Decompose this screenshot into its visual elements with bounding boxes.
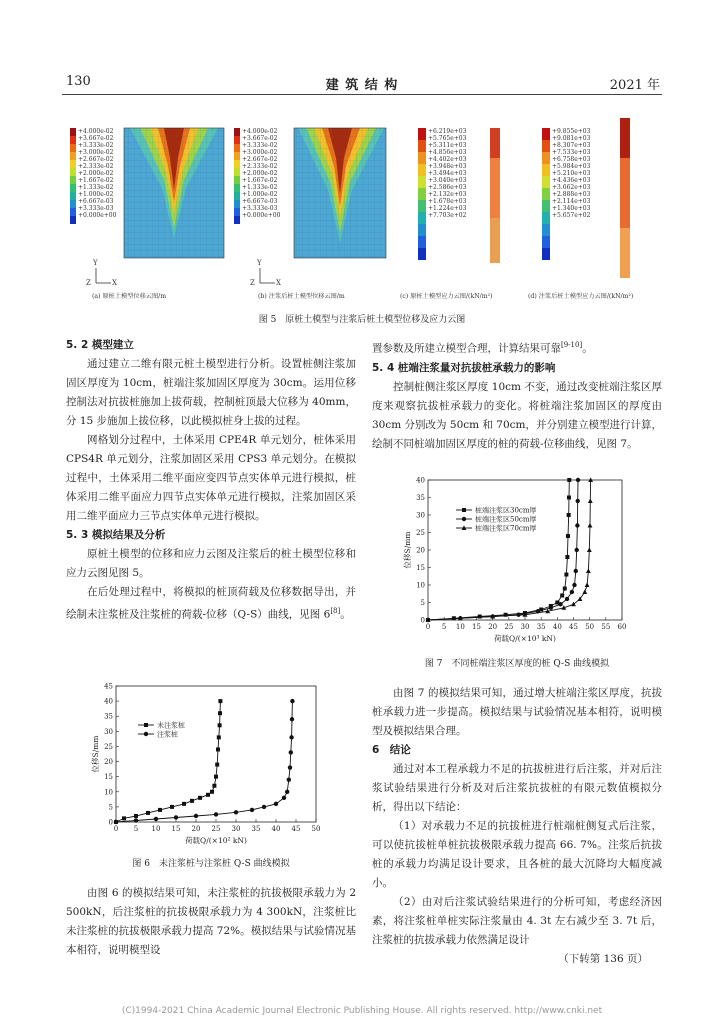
- x-tick-label: 50: [311, 825, 321, 833]
- legend-value: +5.984e+03: [552, 163, 591, 170]
- x-tick-label: 0: [425, 623, 431, 631]
- legend-value: +2.333e-02: [78, 163, 114, 170]
- data-point: [574, 569, 578, 573]
- plot-frame: [116, 686, 316, 822]
- legend-values-c: [428, 128, 466, 219]
- data-point: [575, 523, 579, 527]
- data-point: [134, 814, 138, 818]
- series-line: [116, 701, 292, 822]
- y-tick-label: 0: [420, 616, 425, 625]
- legend-values-a: [78, 128, 116, 219]
- data-point: [194, 814, 198, 818]
- data-point: [122, 816, 126, 820]
- x-tick-label: 55: [601, 623, 611, 631]
- x-tick-label: 35: [251, 825, 261, 833]
- figure6-caption: 图 6 未注浆桩与注浆桩 Q-S 曲线模拟: [132, 859, 290, 869]
- legend-value: +5.765e+03: [428, 135, 467, 142]
- data-point: [558, 602, 562, 606]
- data-point: [274, 802, 278, 806]
- legend-value: +2.333e-02: [242, 163, 278, 170]
- data-point: [289, 750, 293, 754]
- legend-value: +1.667e-02: [242, 177, 278, 184]
- legend-scale-b: [234, 128, 240, 224]
- figure5-panel-a: [68, 118, 226, 288]
- x-tick-label: 25: [504, 623, 514, 631]
- data-point: [144, 732, 148, 736]
- y-tick-label: 15: [104, 773, 113, 782]
- left-column-top: [66, 336, 356, 625]
- legend-value: +4.000e-02: [242, 128, 278, 135]
- y-tick-label: 5: [420, 599, 425, 607]
- figure6-analysis-paragraph: 由图 6 的模拟结果可知，未注浆桩的抗拔极限承载力为 2 500kN，后注浆桩的抗拔极限承载力为 4 300kN，注浆桩比未注浆桩的抗拔极限承载力提高 72%。模拟结果与试验情况基本相符，说明模型设: [66, 887, 356, 956]
- legend-value: +2.000e-02: [242, 170, 278, 177]
- data-point: [288, 765, 292, 769]
- figure7-analysis-paragraph: 由图 7 的模拟结果可知，通过增大桩端注浆区厚度，抗拔桩承载力进一步提高。模拟结果与试验情况基本相符，说明模型及模拟结果合理。: [372, 687, 662, 737]
- data-point: [114, 820, 118, 824]
- legend-value: +6.667e-03: [242, 198, 278, 205]
- data-point: [182, 802, 186, 806]
- copyright-footer: (C)1994-2021 China Academic Journal Electronic Publishing House. All rights reserved. http://www.cnki.net: [121, 1006, 603, 1016]
- section-5-3-title: 5. 3 模拟结果及分析: [66, 529, 166, 541]
- data-point: [285, 790, 289, 794]
- data-point: [216, 747, 220, 751]
- section-6-title: 6 结论: [372, 744, 411, 756]
- data-point: [214, 812, 218, 816]
- data-point: [262, 805, 266, 809]
- data-point: [250, 808, 254, 812]
- data-point: [586, 568, 591, 573]
- data-point: [587, 547, 592, 552]
- section-5-3-paragraph-2-text: 在后处理过程中，将模拟的桩顶荷载及位移数据导出，并绘制未注浆桩及注浆桩的荷载-位移（Q-S）曲线，见图 6: [66, 586, 356, 621]
- legend-value: +6.219e+03: [428, 128, 467, 135]
- legend-value: +3.000e-02: [242, 149, 278, 156]
- legend-label: 未注浆桩: [157, 721, 185, 730]
- x-tick-label: 40: [552, 623, 562, 631]
- legend-values-d: [552, 128, 590, 219]
- legend-value: +5.210e+03: [552, 170, 591, 177]
- x-tick-label: 30: [231, 825, 241, 833]
- journal-year: 2021 年: [609, 78, 660, 93]
- section-5-4-title: 5. 4 桩端注浆量对抗拔桩承载力的影响: [372, 361, 556, 374]
- data-point: [576, 478, 580, 482]
- section-5-2-paragraph-1: 通过建立二维有限元桩土模型进行分析。设置桩侧注浆加固区厚度为 10cm，桩端注浆加固区厚度为 30cm。运用位移控制法对抗拔桩施加上拔荷载，控制桩顶最大位移为 40mm，分 15 步施加上拔位移，以此模拟桩身上拔的过程。: [66, 358, 356, 427]
- data-point: [462, 508, 466, 512]
- right-column-top: [372, 336, 662, 454]
- legend-label: 桩端注浆区50cm厚: [475, 515, 537, 524]
- panel-caption-c: (c) 原桩土模型应力云图/(kN/m²): [400, 293, 493, 300]
- legend-value: +3.662e+03: [552, 184, 591, 191]
- data-point: [588, 523, 593, 528]
- y-tick-label: 35: [104, 712, 113, 721]
- citation: [9-10]: [561, 341, 583, 349]
- legend-value: +1.000e-02: [78, 191, 114, 198]
- legend-value: +0.000e+00: [242, 212, 281, 219]
- x-tick-label: 10: [151, 825, 161, 833]
- data-point: [174, 815, 178, 819]
- series-line: [116, 701, 220, 822]
- data-point: [462, 517, 466, 521]
- x-tick-label: 10: [455, 623, 465, 631]
- data-point: [572, 583, 576, 587]
- data-point: [567, 478, 571, 482]
- data-point: [565, 555, 569, 559]
- y-tick-label: 40: [104, 697, 113, 706]
- legend-value: +3.333e-02: [78, 142, 114, 149]
- data-point: [146, 811, 150, 815]
- legend-value: +2.667e-02: [242, 156, 278, 163]
- stress-scale-d: [528, 118, 662, 288]
- legend-scale-a: [70, 128, 76, 224]
- data-point: [560, 594, 564, 598]
- x-tick-label: 5: [133, 825, 139, 833]
- y-tick-label: 15: [416, 564, 425, 572]
- data-point: [575, 548, 579, 552]
- legend-value: +1.224e+03: [428, 205, 467, 212]
- y-tick-label: 30: [416, 511, 425, 520]
- y-tick-label: 25: [104, 742, 113, 751]
- sentence-end: 。: [582, 342, 593, 355]
- legend-value: +1.333e-02: [242, 184, 278, 191]
- data-point: [565, 597, 569, 601]
- x-tick-label: 45: [569, 623, 578, 631]
- y-tick-label: 45: [104, 682, 113, 691]
- data-point: [566, 534, 570, 538]
- legend-value: +3.948e+03: [428, 163, 467, 170]
- y-tick-label: 30: [104, 727, 113, 736]
- data-point: [576, 499, 580, 503]
- data-point: [570, 590, 574, 594]
- data-point: [198, 796, 202, 800]
- legend-value: +3.333e-02: [242, 142, 278, 149]
- data-point: [290, 717, 294, 721]
- x-tick-label: 15: [171, 825, 181, 833]
- figure6-chart: [86, 680, 336, 848]
- x-tick-label: 40: [271, 825, 281, 833]
- legend-value: +9.855e+03: [552, 128, 591, 135]
- y-tick-label: 20: [416, 546, 425, 555]
- data-point: [217, 735, 221, 739]
- legend-label: 桩端注浆区70cm厚: [475, 524, 537, 533]
- legend-value: +3.667e-02: [242, 135, 278, 142]
- axis-y-label-b: Y: [257, 259, 262, 267]
- x-tick-label: 20: [191, 825, 201, 833]
- figure7-chart: [400, 474, 640, 646]
- x-tick-label: 35: [536, 623, 546, 631]
- continued-note: （下转第 136 页）: [558, 953, 648, 965]
- legend-value: +1.000e-02: [242, 191, 278, 198]
- citation: [8]: [330, 607, 341, 615]
- x-tick-label: 15: [472, 623, 481, 631]
- series-line: [428, 480, 569, 620]
- data-point: [564, 573, 568, 577]
- axis-z-label-a: Z: [86, 279, 91, 287]
- data-point: [567, 513, 571, 517]
- y-axis-label: 位移S/mm: [91, 735, 100, 773]
- y-tick-label: 40: [416, 476, 425, 485]
- data-point: [287, 777, 291, 781]
- legend-value: +4.000e-02: [78, 128, 114, 135]
- x-tick-label: 60: [617, 623, 627, 631]
- data-point: [158, 808, 162, 812]
- data-point: [218, 699, 222, 703]
- data-point: [588, 498, 593, 503]
- data-point: [563, 587, 567, 591]
- legend-value: +7.533e+03: [552, 149, 591, 156]
- data-point: [234, 810, 238, 814]
- legend-value: +3.667e-02: [78, 135, 114, 142]
- conclusion-item-1: （1）对承载力不足的抗拔桩进行桩端桩侧复式后注浆，可以使抗拔桩单桩抗拔极限承载力提高 66. 7%。注浆后抗拔桩的承载力均满足设计要求，且各桩的最大沉降均大幅度减小。: [372, 820, 662, 889]
- legend-value: +1.667e-02: [78, 177, 114, 184]
- legend-value: +3.333e-03: [78, 205, 114, 212]
- legend-value: +6.758e+03: [552, 156, 591, 163]
- data-point: [144, 723, 148, 727]
- axis-z-label-b: Z: [250, 279, 255, 287]
- x-axis-label: 荷载Q/(×10² kN): [185, 836, 247, 845]
- axis-y-label-a: Y: [93, 259, 98, 267]
- axis-x-label-a: X: [112, 279, 117, 287]
- data-point: [218, 711, 222, 715]
- data-point: [170, 805, 174, 809]
- y-tick-label: 25: [416, 529, 425, 537]
- section-5-2-title: 5. 2 模型建立: [66, 339, 134, 351]
- data-point: [210, 790, 214, 794]
- panel-caption-d: (d) 注浆后桩土模型应力云图/(kN/m²): [528, 293, 634, 300]
- sentence-end: 。: [340, 608, 351, 621]
- section-5-2-paragraph-2: 网格划分过程中，土体采用 CPE4R 单元划分，桩体采用 CPS4R 单元划分，注浆加固区采用 CPS3 单元划分。在模拟过程中，土体采用二维平面应变四节点实体单元进行模拟，桩体采用二维平面应力四节点实体单元进行模拟，注浆加固区采用二维平面应力三节点实体单元进行模拟。: [66, 434, 356, 522]
- legend-value: +3.040e+03: [428, 177, 467, 184]
- y-tick-label: 20: [104, 758, 113, 767]
- legend-value: +2.888e+03: [552, 191, 591, 198]
- x-tick-label: 30: [520, 623, 530, 631]
- legend-value: +3.333e-03: [242, 205, 278, 212]
- y-axis-label: 位移S/mm: [403, 531, 412, 569]
- legend-value: +9.081e+03: [552, 135, 591, 142]
- legend-value: +2.586e+03: [428, 184, 467, 191]
- x-tick-label: 50: [585, 623, 595, 631]
- legend-value: +8.307e+03: [552, 142, 591, 149]
- legend-value: +1.333e-02: [78, 184, 114, 191]
- section-5-3-paragraph-2: [66, 583, 356, 625]
- legend-value: +5.311e+03: [428, 142, 467, 149]
- legend-value: +1.678e+03: [428, 198, 467, 205]
- legend-value: +2.114e+03: [552, 198, 591, 205]
- data-point: [571, 602, 576, 607]
- data-point: [154, 817, 158, 821]
- legend-value: +2.132e+03: [428, 191, 467, 198]
- section-5-3-paragraph-1: 原桩土模型的位移和应力云图及注浆后的桩土模型位移和应力云图见图 5。: [66, 548, 356, 579]
- y-tick-label: 10: [104, 788, 113, 797]
- left-column-bottom: [66, 884, 356, 960]
- series-line: [428, 480, 578, 620]
- data-point: [206, 793, 210, 797]
- panel-caption-a: (a) 原桩土模型位移云图/m: [92, 293, 167, 300]
- plot-frame: [428, 480, 622, 620]
- data-point: [190, 799, 194, 803]
- legend-value: +2.667e-02: [78, 156, 114, 163]
- axis-x-label-b: X: [276, 279, 281, 287]
- legend-value: +4.856e+03: [428, 149, 467, 156]
- legend-value: +2.000e-02: [78, 170, 114, 177]
- x-tick-label: 45: [291, 825, 301, 833]
- data-point: [290, 699, 294, 703]
- data-point: [215, 763, 219, 767]
- legend-label: 注浆桩: [157, 730, 178, 739]
- data-point: [567, 496, 571, 500]
- page-number: 130: [66, 74, 91, 89]
- data-point: [218, 723, 222, 727]
- figure5-panel-b: [230, 118, 388, 288]
- continued-paragraph: [372, 336, 662, 359]
- data-point: [585, 582, 590, 587]
- data-point: [134, 818, 138, 822]
- legend-value: +7.703e+02: [428, 212, 467, 219]
- data-point: [282, 796, 286, 800]
- data-point: [478, 615, 482, 619]
- legend-values-b: [242, 128, 280, 219]
- header-rule: [62, 94, 662, 95]
- y-tick-label: 0: [108, 818, 113, 827]
- y-tick-label: 35: [416, 494, 425, 502]
- conclusion-intro-paragraph: 通过对本工程承载力不足的抗拔桩进行后注浆，并对后注浆试验结果进行分析及对后注浆抗拔桩的有限元数值模拟分析，得出以下结论：: [372, 763, 662, 813]
- legend-value: +3.000e-02: [78, 149, 114, 156]
- data-point: [549, 606, 553, 610]
- data-point: [214, 775, 218, 779]
- y-tick-label: 5: [108, 803, 113, 812]
- x-tick-label: 20: [488, 623, 498, 631]
- journal-title: 建 筑 结 构: [325, 78, 399, 93]
- legend-value: +3.494e+03: [428, 170, 467, 177]
- figure5-caption: 图 5 原桩土模型与注浆后桩土模型位移及应力云图: [258, 315, 466, 325]
- y-tick-label: 10: [416, 581, 425, 590]
- right-column-bottom: [372, 684, 662, 969]
- legend-value: +6.667e-03: [78, 198, 114, 205]
- x-tick-label: 5: [441, 623, 447, 631]
- legend-value: +1.340e+03: [552, 205, 591, 212]
- x-axis-label: 荷载Q/(×10³ kN): [494, 634, 556, 643]
- x-tick-label: 0: [113, 825, 119, 833]
- section-5-4-paragraph-1: 控制桩侧注浆区厚度 10cm 不变，通过改变桩端注浆区厚度来观察抗拔桩承载力的变化。将桩端注浆加固区的厚度由 30cm 分别改为 50cm 和 70cm，并分别建立模型进行计算，绘制不同桩端加固区厚度的桩的荷载-位移曲线，见图 7。: [372, 380, 662, 450]
- legend-value: +4.402e+03: [428, 156, 467, 163]
- data-point: [289, 735, 293, 739]
- legend-value: +4.436e+03: [552, 177, 591, 184]
- x-tick-label: 25: [211, 825, 221, 833]
- conclusion-item-2: （2）由对后注浆试验结果进行的分析可知，考虑经济因素，将注浆桩单桩实际注浆量由 4. 3t 左右减少至 3. 7t 后，注浆桩的抗拔承载力依然满足设计: [372, 896, 662, 946]
- legend-value: +0.000e+00: [78, 212, 117, 219]
- data-point: [212, 784, 216, 788]
- continued-paragraph-text: 置参数及所建立模型合理，计算结果可靠: [372, 342, 561, 355]
- data-point: [582, 589, 587, 594]
- panel-caption-b: (b) 注浆后桩土模型位移云图/m: [258, 293, 345, 300]
- legend-value: +5.657e+02: [552, 212, 591, 219]
- legend-label: 桩端注浆区30cm厚: [475, 506, 537, 515]
- figure5-panel-c: [398, 118, 526, 288]
- figure5-panel-d: [528, 118, 662, 288]
- figure7-caption: 图 7 不同桩端注浆区厚度的桩 Q-S 曲线模拟: [424, 659, 610, 669]
